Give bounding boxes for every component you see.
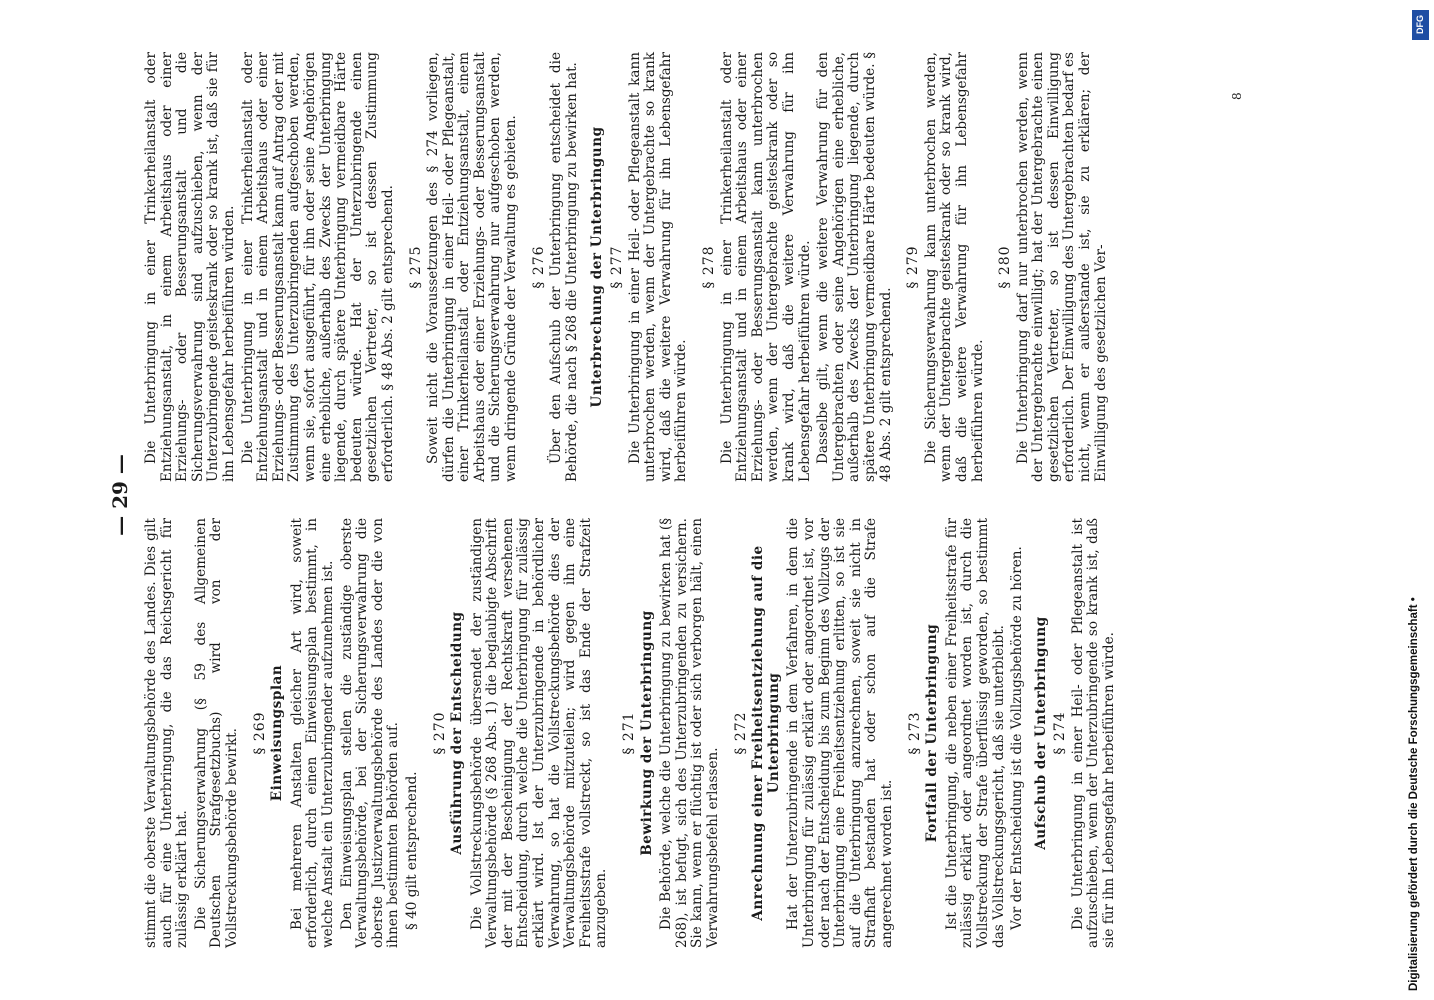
- paragraph: stimmt die oberste Verwaltungsbehörde des Landes. Dies gilt auch für eine Unterbringung, die das Reichsgericht für zulässig erklärt hat.: [143, 518, 191, 948]
- paragraph: Bei mehreren Anstalten gleicher Art wird, soweit erforderlich, durch einen Einweisungsplan bestimmt, in welche Anstalt ein Unterzubringender aufzunehmen ist.: [288, 518, 336, 948]
- section-number: § 275: [407, 245, 424, 289]
- paragraph: Dasselbe gilt, wenn die weitere Verwahrung für den Untergebrachten oder seine Angehörigen eine erhebliche, außerhalb des Zwecks der Unterbringung liegende, durch spätere Unterbringung vermeidbare Härte bedeuten würde. § 48 Abs. 2 gilt entsprechend.: [815, 52, 894, 482]
- paragraph: Die Unterbringung darf nur unterbrochen werden, wenn der Untergebrachte einwilligt; hat der Untergebrachte einen gesetzlichen Vertreter, so ist dessen Einwilligung erforderlich. Der Einwilligung des Untergebrachten bedarf es nicht, wenn er außerstande ist, sie zu erklären; der Einwilligung des gesetzlichen Ver-: [1014, 52, 1109, 482]
- section-number: § 270: [431, 711, 448, 755]
- dfg-logo-badge: DFG: [1412, 10, 1429, 40]
- section-title: Aufschub der Unterbringung: [1032, 616, 1049, 850]
- section-title: Bewirkung der Unterbringung: [638, 610, 655, 856]
- paragraph: Die Unterbringung in einer Heil- oder Pflegeanstalt ist aufzuschieben, wenn der Unterzubringende so krank ist, daß sie für ihn Lebensgefahr herbeiführen würde.: [1069, 518, 1118, 948]
- paragraph: Die Vollstreckungsbehörde übersendet der zuständigen Verwaltungsbehörde (§ 268 Abs. 1) die beglaubigte Abschrift der mit der Bescheinigung der Rechtskraft versehenen Entscheidung, durch welche die Unterbringung für zulässig erklärt wird. Ist der Unterzubringende in behördlicher Verwahrung, so hat die Vollstreckungsbehörde dies der Verwaltungsbehörde mitzuteilen; wird gegen ihn eine Freiheitsstrafe vollstreckt, so ist das Ende der Strafzeit anzugeben.: [468, 518, 610, 948]
- dfg-funding-notice: Digitalisierung gefördert durch die Deutsche Forschungsgemeinschaft •: [1408, 597, 1420, 991]
- paragraph: Soweit nicht die Voraussetzungen des § 274 vorliegen, dürfen die Unterbringung in einer Heil- oder Pflegeanstalt, einer Trinkerheilanstalt oder Entziehungsanstalt, einem Arbeitshaus oder einer Erziehungs- oder Besserungsanstalt und die Sicherungsverwahrung nur aufgeschoben werden, wenn dringende Gründe der Verwaltung es gebieten.: [425, 52, 520, 482]
- left-column: [144, 518, 1121, 948]
- section-number: § 276: [530, 245, 547, 289]
- paragraph: Den Einweisungsplan stellen die zuständige oberste Verwaltungsbehörde, bei der Sicherungsverwahrung die oberste Justizverwaltungsbehörde des Landes oder die von ihnen bestimmten Behörden auf.: [338, 518, 402, 948]
- paragraph: Die Unterbringung in einer Trinkerheilanstalt oder Entziehungsanstalt und in einem Arbeitshaus oder einer Erziehungs- oder Besserungsanstalt kann unterbrochen werden, wenn der Untergebrachte geisteskrank oder so krank wird, daß die weitere Verwahrung für ihn Lebensgefahr herbeiführen würde.: [718, 52, 813, 482]
- section-title: Fortfall der Unterbringung: [924, 623, 941, 843]
- section-title: Ausführung der Entscheidung: [449, 611, 466, 855]
- section-number: § 269: [251, 711, 268, 755]
- section-title: Anrechnung einer Freiheitsentziehung auf die Unterbringung: [750, 545, 782, 921]
- signature-mark: 8: [1230, 92, 1244, 100]
- paragraph: Die Sicherungsverwahrung kann unterbrochen werden, wenn der Untergebrachte geisteskrank oder so krank wird, daß die weitere Verwahrung für ihn Lebensgefahr herbeiführen würde.: [922, 52, 986, 482]
- section-number: § 280: [997, 245, 1014, 289]
- paragraph: Über den Aufschub der Unterbringung entscheidet die Behörde, die nach § 268 die Unterbringung zu bewirken hat.: [548, 52, 580, 482]
- section-title: Einweisungsplan: [269, 664, 286, 802]
- section-number: § 277: [609, 245, 626, 289]
- section-number: § 273: [906, 711, 923, 755]
- section-number: § 272: [732, 711, 749, 755]
- paragraph: Die Unterbringung in einer Trinkerheilanstalt oder Entziehungsanstalt, in einem Arbeitshaus oder einer Erziehungs- oder Besserungsanstalt und die Sicherungsverwahrung sind aufzuschieben, wenn der Unterzubringende geisteskrank oder so krank ist, daß sie für ihn Lebensgefahr herbeiführen würden.: [143, 52, 237, 482]
- rotated-page-content: [100, 30, 1260, 960]
- paragraph: Vor der Entscheidung ist die Vollzugsbehörde zu hören.: [1009, 546, 1026, 930]
- paragraph: Die Unterbringung in einer Trinkerheilanstalt oder Entziehungsanstalt und in einem Arbeitshaus oder einer Erziehungs- oder Besserungsanstalt kann auf Antrag oder mit Zustimmung des Unterzubringenden aufgeschoben werden, wenn sie, sofort ausgeführt, für ihn oder seine Angehörigen eine erhebliche, außerhalb des Zwecks der Unterbringung liegende, durch spätere Unterbringung vermeidbare Härte bedeuten würde. Hat der Unterzubringende einen gesetzlichen Vertreter, so ist dessen Zustimmung erforderlich. § 48 Abs. 2 gilt entsprechend.: [239, 52, 396, 482]
- section-number: § 274: [1052, 711, 1069, 755]
- paragraph: Hat der Unterzubringende in dem Verfahren, in dem die Unterbringung für zulässig erklärt oder angeordnet ist, vor oder nach der Entscheidung bis zum Beginn des Vollzugs der Unterbringung eine Freiheitsentziehung erlitten, so ist sie auf die Unterbringung anzurechnen, soweit sie nicht in Strafhaft bestanden hat oder schon auf die Strafe angerechnet worden ist.: [785, 518, 895, 948]
- section-number: § 271: [621, 711, 638, 755]
- paragraph: Die Sicherungsverwahrung (§ 59 des Allgemeinen Deutschen Strafgesetzbuchs) wird von der Vollstreckungsbehörde bewirkt.: [192, 518, 240, 948]
- right-column: [144, 52, 1112, 482]
- dfg-sidebar: [1408, 6, 1434, 996]
- section-title: Unterbrechung der Unterbringung: [589, 126, 606, 408]
- paragraph: Ist die Unterbringung, die neben einer Freiheitsstrafe für zulässig erklärt oder angeordnet worden ist, durch die Vollstreckung der Strafe überflüssig geworden, so bestimmt das Vollstreckungsgericht, daß sie unterbleibt.: [943, 518, 1007, 948]
- section-number: § 279: [905, 245, 922, 289]
- paragraph: § 40 gilt entsprechend.: [403, 771, 420, 930]
- section-number: § 278: [701, 245, 717, 289]
- page-number-header: — 29 —: [108, 454, 132, 536]
- paragraph: Die Unterbringung in einer Heil- oder Pflegeanstalt kann unterbrochen werden, wenn der Untergebrachte so krank wird, daß die weitere Verwahrung für ihn Lebensgefahr herbeiführen würde.: [626, 52, 690, 482]
- paragraph: Die Behörde, welche die Unterbringung zu bewirken hat (§ 268), ist befugt, sich des Unterzubringenden zu versichern. Sie kann, wenn er flüchtig ist oder sich verborgen hält, einen Verwahrungsbefehl erlassen.: [658, 518, 721, 948]
